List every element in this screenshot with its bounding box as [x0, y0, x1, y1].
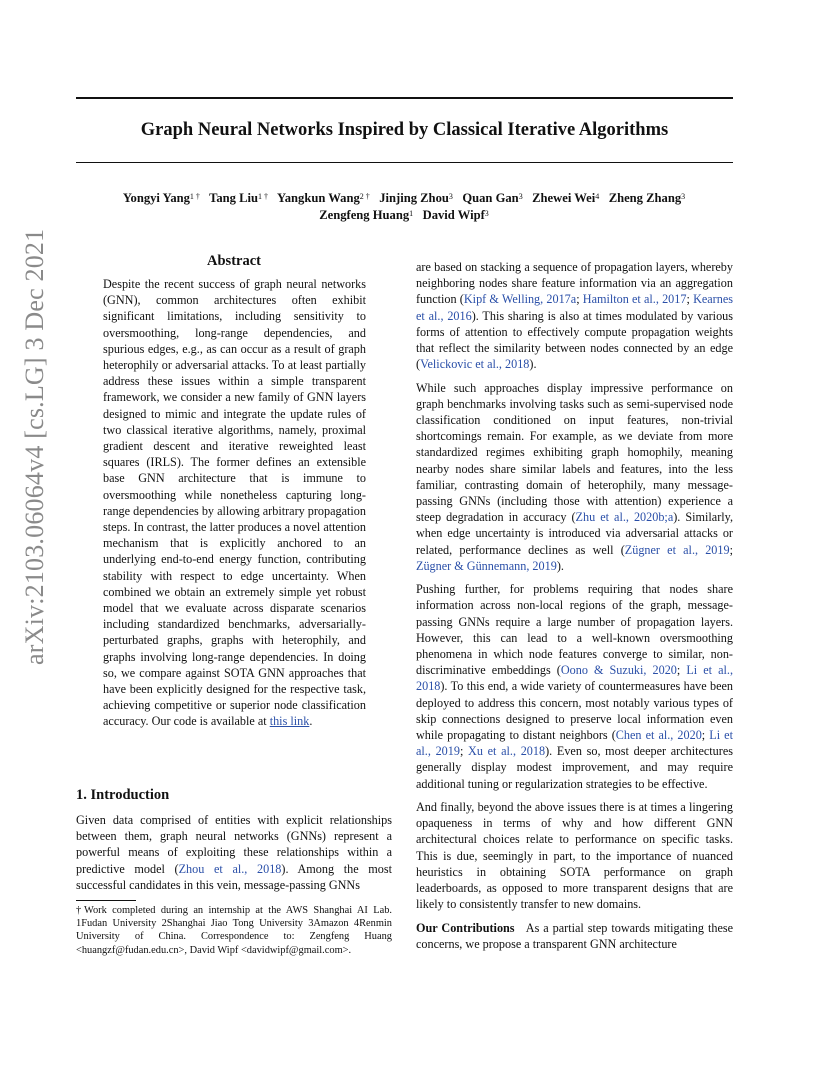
- title-top-rule: [76, 97, 733, 99]
- citation-link[interactable]: Li et al., 2019: [416, 728, 733, 759]
- abstract-body: Despite the recent success of graph neural networks (GNN), common architectures often exhibit significant limitations, including sensitivity to oversmoothing, long-range dependencies, and spurious edges, e.g., as can occur as a result of graph heterophily or adversarial attacks. To at least partially address these issues within a simple transparent framework, we consider a new family of GNN layers designed to mimic and integrate the update rules of two classical iterative algorithms, namely, proximal gradient descent and iterative reweighted least squares (IRLS). The former defines an extensible base GNN architecture that is immune to oversmoothing while nonetheless capturing long-range dependencies by allowing arbitrary propagation steps. In contrast, the latter produces a novel attention mechanism that is explicitly anchored to an underlying end-to-end energy function, contributing stability with respect to edge uncertainty. When combined we obtain an extremely simple yet robust model that we evaluate across disparate scenarios including standardized benchmarks, adversarially-perturbated graphs, graphs with heterophily, and graphs involving long-range dependencies. In doing so, we compare against SOTA GNN approaches that have been explicitly designed for the respective task, achieving competitive or superior node classification accuracy. Our code is available at this link.: [103, 277, 366, 729]
- citation-link[interactable]: Zügner & Günnemann, 2019: [416, 558, 557, 573]
- citation-link[interactable]: Li et al., 2018: [416, 663, 734, 694]
- paragraph: Pushing further, for problems requiring that nodes share information across non-local regions of the graph, message-passing GNNs require a large number of propagation layers. However, this can lead to a well-known oversmoothing phenomena in which node features converge to similar, non-discriminative embeddings (Oono & Suzuki, 2020; Li et al., 2018). To this end, a wide variety of countermeasures have been deployed to address this concern, most notably various types of skip connections designed to preserve local information even while propagating to distant neighbors (Chen et al., 2020; Li et al., 2019; Xu et al., 2018). Even so, most deeper architectures generally display modest improvement, and may require additional tuning or regularization strategies to be effective.: [416, 582, 734, 791]
- abstract-heading: Abstract: [207, 253, 261, 269]
- paragraph: While such approaches display impressive performance on graph benchmarks involving tasks such as semi-supervised node classification conditioned on input features, non-trivial shortcomings remain. For example, as we deviate from more standardized regimes exhibiting graph homophily, meaning nearby nodes share similar labels and features, into the less familiar, contrasting domain of heterophily, many message-passing GNNs (including those with attention) experience a steep degradation in accuracy (Zhu et al., 2020b;a). Similarly, when edge uncertainty is introduced via adversarial attacks or related, performance declines as well (Zügner et al., 2019; Zügner & Günnemann, 2019).: [416, 380, 733, 573]
- abstract-text: Despite the recent success of graph neural networks (GNN), common architectures often exhibit significant limitations, including sensitivity to oversmoothing, long-range dependencies, and spurious edges, e.g., as can occur as a result of graph heterophily or adversarial attacks. To at least partially address these issues within a simple transparent framework, we consider a new family of GNN layers designed to mimic and integrate the update rules of two classical iterative algorithms, namely, proximal gradient descent and iterative reweighted least squares (IRLS). The former defines an extensible base GNN architecture that is immune to oversmoothing while nonetheless capturing long-range dependencies by allowing arbitrary propagation steps. In contrast, the latter produces a novel attention mechanism that is explicitly anchored to an underlying end-to-end energy function, contributing stability with respect to edge uncertainty. When combined we obtain an extremely simple yet robust model that we evaluate across disparate scenarios including standardized benchmarks, adversarially-perturbated graphs, graphs with heterophily, and graphs involving long-range dependencies. In doing so, we compare against SOTA GNN approaches that have been explicitly designed for the respective task, achieving competitive or superior node classification accuracy. Our code is available at: [103, 277, 366, 729]
- footnote: †Work completed during an internship at the AWS Shanghai AI Lab. 1Fudan University 2Shanghai Jiao Tong University 3Amazon 4Renmin University of China. Correspondence to: Zengfeng Huang <huangzf@fudan.edu.cn>, David Wipf <davidwipf@gmail.com>.: [76, 905, 392, 956]
- arxiv-stamp: arXiv:2103.06064v4 [cs.LG] 3 Dec 2021: [20, 228, 49, 665]
- author-affiliation: 3: [681, 192, 686, 201]
- paragraph: And finally, beyond the above issues there is at times a lingering opaqueness in terms of why and how different GNN architectural choices relate to performance on specific tasks. This is due, seemingly in part, to the importance of nuanced heuristics in obtaining SOTA performance on graph leaderboards, as opposed to more transparent designs that are likely to consistently transfer to new domains.: [416, 800, 733, 912]
- author-name: Tang Liu: [209, 191, 259, 205]
- title-bottom-rule: [76, 162, 733, 163]
- author-name: David Wipf: [422, 208, 485, 222]
- paragraph: Our Contributions As a partial step towards mitigating these concerns, we propose a transparent GNN architecture: [416, 920, 733, 951]
- author-name: Zhewei Wei: [532, 191, 596, 205]
- citation-link[interactable]: Kearnes et al., 2016: [416, 292, 733, 323]
- author-list: [84, 190, 724, 224]
- author-name: Quan Gan: [462, 191, 519, 205]
- paper-title: Graph Neural Networks Inspired by Classical Iterative Algorithms: [140, 120, 669, 140]
- citation-link[interactable]: Oono & Suzuki, 2020: [560, 663, 677, 678]
- citation-link[interactable]: Zügner et al., 2019: [624, 542, 730, 557]
- citation-link[interactable]: Zhu et al., 2020b;a: [575, 510, 674, 525]
- author-name: Zheng Zhang: [608, 191, 682, 205]
- citation-link[interactable]: Chen et al., 2020: [615, 728, 702, 743]
- citation-link[interactable]: Kipf & Welling, 2017a: [463, 292, 577, 307]
- author-affiliation: 1 †: [258, 192, 269, 201]
- author-name: Jinjing Zhou: [379, 191, 449, 205]
- author-affiliation: 3: [484, 209, 489, 218]
- citation-link[interactable]: Hamilton et al., 2017: [582, 292, 687, 307]
- author-affiliation: 1 †: [189, 192, 200, 201]
- author-affiliation: 2 †: [359, 192, 370, 201]
- author-affiliation: 3: [518, 192, 523, 201]
- intro-paragraph: Given data comprised of entities with explicit relationships between them, graph neural networks (GNNs) represent a powerful means of exploiting these relationships within a predictive model (Zhou et al., 2018). Among the most successful candidates in this vein, message-passing GNNs: [76, 813, 392, 892]
- author-affiliation: 4: [595, 192, 600, 201]
- author-affiliation: 3: [448, 192, 453, 201]
- section-heading-introduction: 1. Introduction: [76, 787, 170, 803]
- code-link[interactable]: this link: [269, 714, 310, 729]
- citation-link[interactable]: Velickovic et al., 2018: [420, 357, 530, 372]
- right-column: [416, 259, 733, 959]
- author-name: Yongyi Yang: [122, 191, 190, 205]
- author-name: Yangkun Wang: [277, 191, 360, 205]
- footnote-rule: [76, 900, 136, 901]
- paragraph: are based on stacking a sequence of propagation layers, whereby neighboring nodes share feature information via an aggregation function (Kipf & Welling, 2017a; Hamilton et al., 2017; Kearnes et al., 2016). This sharing is also at times modulated by various forms of attention to effectively compute propagation weights that reflect the similarity between nodes connected by an edge (Velickovic et al., 2018).: [416, 260, 733, 372]
- contributions-heading: Our Contributions: [416, 920, 515, 935]
- author-affiliation: 1: [409, 209, 414, 218]
- citation-link[interactable]: Xu et al., 2018: [468, 744, 546, 759]
- author-name: Zengfeng Huang: [319, 208, 410, 222]
- citation-link[interactable]: Zhou et al., 2018: [178, 861, 282, 876]
